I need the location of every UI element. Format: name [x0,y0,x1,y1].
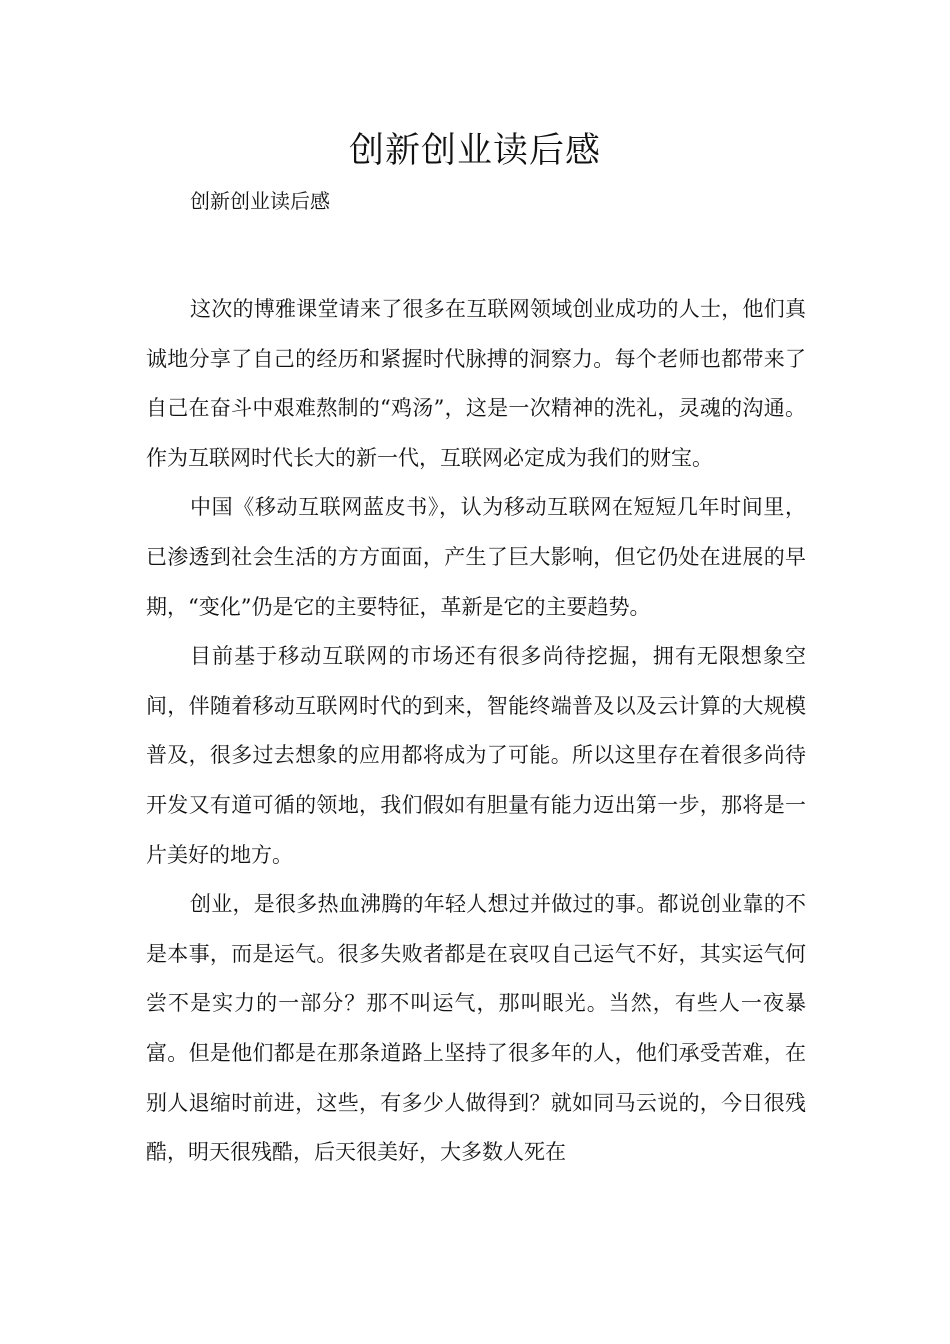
document-body [146,285,806,1178]
document-subtitle: 创新创业读后感 [190,189,330,213]
paragraph: 目前基于移动互联网的市场还有很多尚待挖掘，拥有无限想象空间，伴随着移动互联网时代的到来，智能终端普及以及云计算的大规模普及，很多过去想象的应用都将成为了可能。所以这里存在着很多尚待开发又有道可循的领地，我们假如有胆量有能力迈出第一步，那将是一片美好的地方。 [146,644,806,867]
paragraph: 这次的博雅课堂请来了很多在互联网领域创业成功的人士，他们真诚地分享了自己的经历和紧握时代脉搏的洞察力。每个老师也都带来了自己在奋斗中艰难熬制的“鸡汤”，这是一次精神的洗礼，灵魂的沟通。作为互联网时代长大的新一代，互联网必定成为我们的财宝。 [146,297,806,470]
paragraph: 中国《移动互联网蓝皮书》，认为移动互联网在短短几年时间里，已渗透到社会生活的方方面面，产生了巨大影响，但它仍处在进展的早期，“变化”仍是它的主要特征，革新是它的主要趋势。 [146,495,806,619]
document-title: 创新创业读后感 [348,131,601,171]
paragraph: 创业，是很多热血沸腾的年轻人想过并做过的事。都说创业靠的不是本事，而是运气。很多失败者都是在哀叹自己运气不好，其实运气何尝不是实力的一部分？那不叫运气，那叫眼光。当然，有些人一夜暴富。但是他们都是在那条道路上坚持了很多年的人，他们承受苦难，在别人退缩时前进，这些，有多少人做得到？就如同马云说的，今日很残酷，明天很残酷，后天很美好，大多数人死在 [146,892,806,1165]
